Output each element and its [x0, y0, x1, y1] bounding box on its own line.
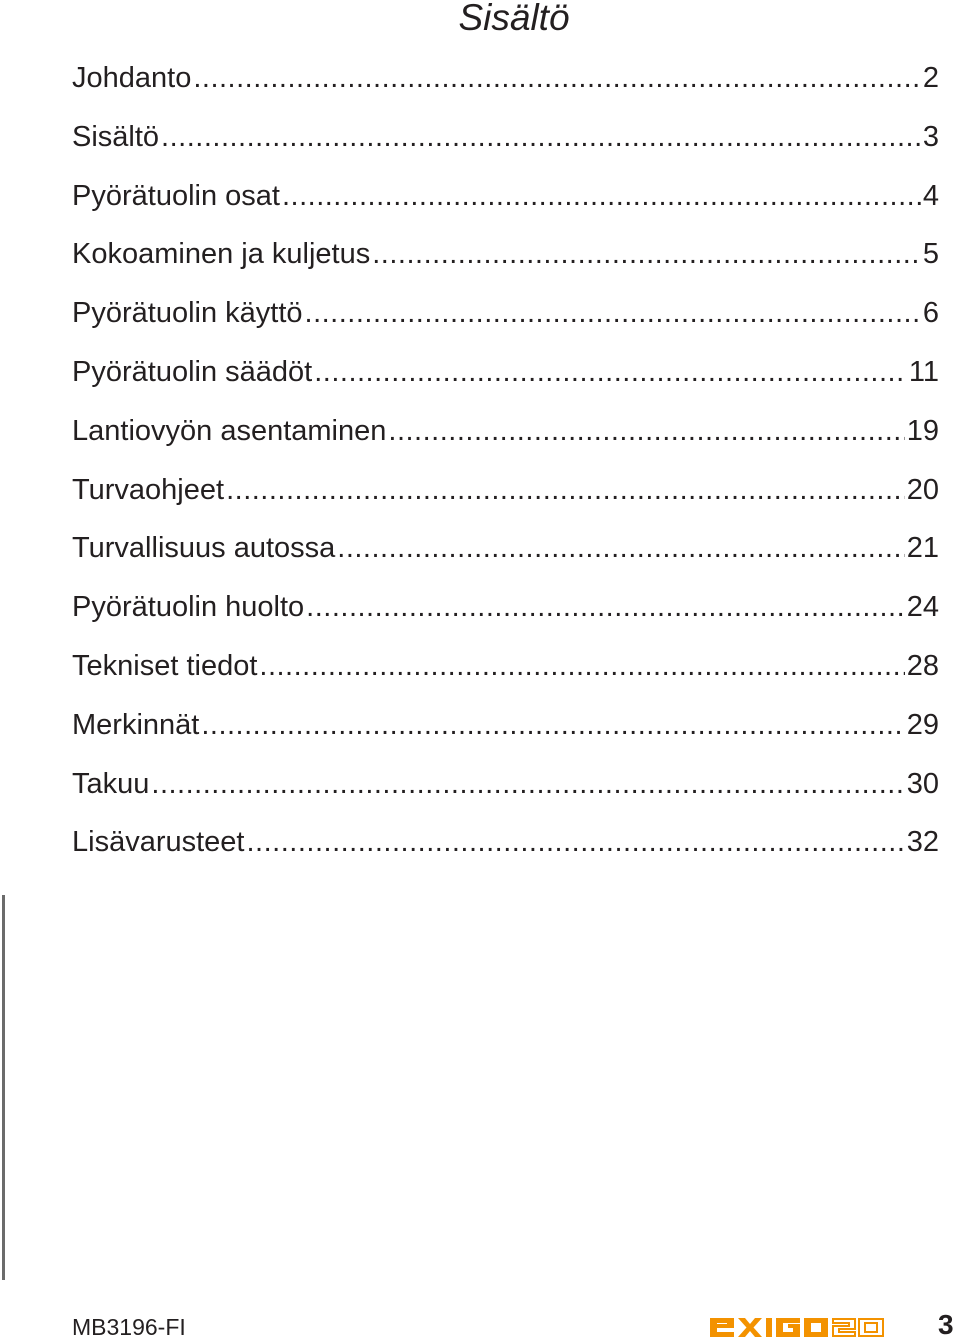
toc-entry: [72, 762, 939, 821]
toc-entry-title: Tekniset tiedot: [72, 649, 258, 682]
toc-dot-leader: [259, 644, 904, 688]
toc-dot-leader: [305, 291, 921, 335]
exigo20-logo: [708, 1313, 886, 1341]
toc-entry: [72, 291, 939, 350]
toc-entry-title: Takuu: [72, 767, 150, 800]
toc-entry-title: Pyörätuolin säädöt: [72, 355, 313, 388]
toc-dot-leader: [314, 350, 907, 394]
toc-entry-page: 20: [906, 473, 939, 506]
toc-entry-title: Turvaohjeet: [72, 473, 225, 506]
toc-dot-leader: [151, 762, 904, 806]
toc-entry: [72, 232, 939, 291]
toc-entry-title: Turvallisuus autossa: [72, 532, 336, 565]
toc-entry: [72, 174, 939, 233]
toc-entry-title: Johdanto: [72, 62, 192, 94]
toc-dot-leader: [282, 174, 921, 218]
toc-entry: [72, 468, 939, 527]
toc-dot-leader: [388, 409, 904, 453]
toc-dot-leader: [337, 526, 904, 570]
toc-entry: [72, 350, 939, 409]
toc-entry-page: 5: [922, 238, 939, 271]
toc-dot-leader: [306, 585, 905, 629]
toc-entry-page: 3: [922, 120, 939, 153]
toc-entry: [72, 409, 939, 468]
toc-entry-page: 2: [922, 62, 939, 94]
margin-rule: [2, 895, 5, 1280]
toc-entry-page: 11: [908, 355, 939, 388]
toc-entry-title: Merkinnät: [72, 708, 200, 741]
toc-entry: [72, 526, 939, 585]
toc-dot-leader: [247, 820, 905, 864]
toc-entry-title: Sisältö: [72, 120, 160, 153]
toc-entry: [72, 115, 939, 174]
toc-entry-title: Pyörätuolin huolto: [72, 591, 305, 624]
toc-entry-title: Lantiovyön asentaminen: [72, 414, 387, 447]
toc-dot-leader: [201, 703, 904, 747]
toc-entry: [72, 585, 939, 644]
toc-entry-page: 6: [922, 297, 939, 330]
toc-entry: [72, 644, 939, 703]
toc-entry-page: 4: [922, 179, 939, 212]
toc-entry-page: 32: [906, 826, 939, 859]
table-of-contents: [72, 56, 939, 879]
toc-dot-leader: [372, 232, 921, 276]
toc-entry-page: 24: [906, 591, 939, 624]
exigo20-logo-mark: [708, 1314, 886, 1340]
toc-entry: [72, 703, 939, 762]
toc-entry-page: 30: [906, 767, 939, 800]
toc-dot-leader: [161, 115, 921, 159]
toc-entry-page: 29: [906, 708, 939, 741]
toc-entry-title: Pyörätuolin osat: [72, 179, 280, 212]
toc-entry-title: Pyörätuolin käyttö: [72, 297, 303, 330]
toc-entry-title: Kokoaminen ja kuljetus: [72, 238, 371, 271]
toc-entry-page: 19: [906, 414, 939, 447]
toc-entry-title: Lisävarusteet: [72, 826, 245, 859]
toc-dot-leader: [226, 468, 905, 512]
toc-entry: [72, 56, 939, 115]
document-code: MB3196-FI: [72, 1314, 186, 1340]
toc-entry: [72, 820, 939, 879]
toc-dot-leader: [193, 56, 921, 100]
toc-entry-page: 21: [906, 532, 939, 565]
toc-entry-page: 28: [906, 649, 939, 682]
page-title: Sisältö: [458, 0, 570, 38]
page-number: 3: [938, 1309, 954, 1340]
